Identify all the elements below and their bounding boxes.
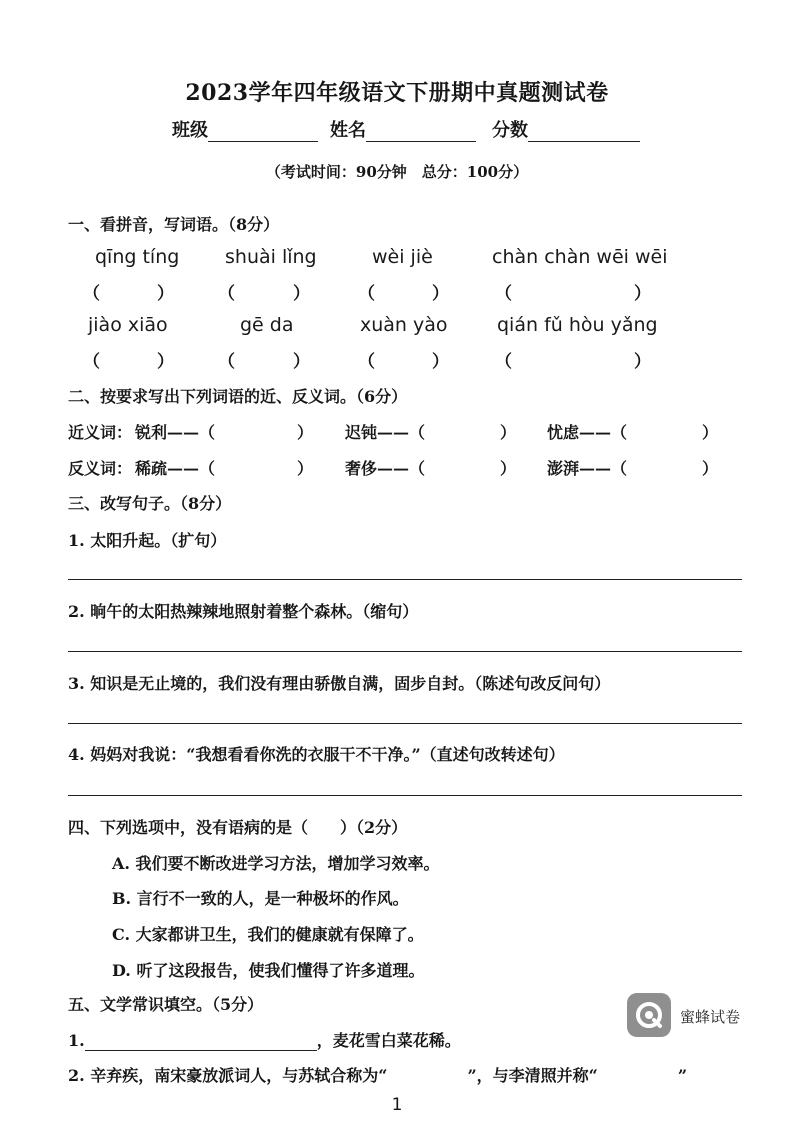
- answer-line-3[interactable]: [68, 723, 742, 724]
- synonym-item[interactable]: 忧虑——（: [547, 423, 628, 442]
- antonym-item[interactable]: 奢侈——（: [345, 459, 426, 478]
- score-blank[interactable]: [528, 123, 640, 142]
- answer-paren-open[interactable]: （: [218, 352, 235, 372]
- answer-paren-open[interactable]: （: [495, 352, 512, 372]
- synonym-item[interactable]: 锐利——（: [135, 423, 216, 442]
- pinyin-item: chàn chàn wēi wēi: [492, 246, 668, 268]
- section4-heading: 四、下列选项中，没有语病的是（ ）（2分）: [68, 818, 408, 837]
- rewrite-question-1: 1. 太阳升起。（扩句）: [68, 531, 227, 550]
- answer-paren-close: ）: [293, 352, 310, 372]
- item-text: ，麦花雪白菜花稀。: [316, 1031, 461, 1050]
- literature-item-1: [68, 1028, 461, 1051]
- bee-logo-icon: [634, 1000, 664, 1030]
- paren-close: ）: [297, 423, 314, 442]
- section5-heading: 五、文学常识填空。（5分）: [68, 995, 264, 1014]
- antonym-label: 反义词：: [68, 459, 133, 478]
- answer-paren-close: ）: [634, 284, 651, 304]
- section3-heading: 三、改写句子。（8分）: [68, 494, 232, 513]
- section2-heading: 二、按要求写出下列词语的近、反义词。（6分）: [68, 387, 408, 406]
- paren-close: ）: [702, 423, 719, 442]
- name-label: 姓名: [330, 120, 366, 141]
- option-b[interactable]: B. 言行不一致的人，是一种极坏的作风。: [112, 889, 409, 908]
- answer-line-4[interactable]: [68, 795, 742, 796]
- score-label: 分数: [492, 120, 528, 141]
- watermark-logo: [627, 993, 671, 1037]
- answer-paren-close: ）: [157, 352, 174, 372]
- synonym-label: 近义词：: [68, 423, 133, 442]
- watermark-text: 蜜蜂试卷: [680, 1008, 741, 1026]
- section1-heading: 一、看拼音，写词语。（8分）: [68, 215, 280, 234]
- answer-paren-open[interactable]: （: [495, 284, 512, 304]
- answer-paren-close: ）: [432, 352, 449, 372]
- answer-line-1[interactable]: [68, 579, 742, 580]
- pinyin-item: shuài lǐng: [225, 246, 317, 268]
- paren-close: ）: [500, 459, 517, 478]
- page-number: 1: [391, 1095, 403, 1115]
- answer-line-2[interactable]: [68, 651, 742, 652]
- option-c[interactable]: C. 大家都讲卫生，我们的健康就有保障了。: [112, 925, 424, 944]
- paren-close: ）: [500, 423, 517, 442]
- answer-paren-close: ）: [432, 284, 449, 304]
- page-title: 2023学年四年级语文下册期中真题测试卷: [185, 80, 609, 106]
- paren-close: ）: [297, 459, 314, 478]
- fill-blank[interactable]: [85, 1034, 317, 1051]
- literature-item-2: 2. 辛弃疾，南宋豪放派词人，与苏轼合称为“ ”，与李清照并称“ ”: [68, 1066, 688, 1085]
- pinyin-item: jiào xiāo: [88, 314, 168, 336]
- item-number: 1.: [68, 1031, 85, 1050]
- antonym-item[interactable]: 稀疏——（: [135, 459, 216, 478]
- answer-paren-close: ）: [634, 352, 651, 372]
- pinyin-item: xuàn yào: [360, 314, 448, 336]
- class-blank[interactable]: [208, 123, 318, 142]
- answer-paren-close: ）: [157, 284, 174, 304]
- pinyin-item: qián fǔ hòu yǎng: [497, 314, 658, 336]
- antonym-item[interactable]: 澎湃——（: [547, 459, 628, 478]
- class-label: 班级: [172, 120, 208, 141]
- exam-note: （考试时间：90分钟 总分：100分）: [265, 163, 529, 181]
- option-a[interactable]: A. 我们要不断改进学习方法，增加学习效率。: [112, 854, 440, 873]
- answer-paren-open[interactable]: （: [358, 352, 375, 372]
- class-field: [172, 116, 318, 142]
- answer-paren-open[interactable]: （: [358, 284, 375, 304]
- paren-close: ）: [702, 459, 719, 478]
- answer-paren-close: ）: [293, 284, 310, 304]
- rewrite-question-2: 2. 晌午的太阳热辣辣地照射着整个森林。（缩句）: [68, 602, 419, 621]
- pinyin-item: qīng tíng: [95, 246, 180, 268]
- rewrite-question-4: 4. 妈妈对我说：“我想看看你洗的衣服干不干净。”（直述句改转述句）: [68, 745, 565, 764]
- name-field: [330, 116, 476, 142]
- pinyin-item: gē da: [240, 314, 294, 336]
- answer-paren-open[interactable]: （: [218, 284, 235, 304]
- score-field: [492, 116, 640, 142]
- answer-paren-open[interactable]: （: [83, 284, 100, 304]
- option-d[interactable]: D. 听了这段报告，使我们懂得了许多道理。: [112, 961, 425, 980]
- rewrite-question-3: 3. 知识是无止境的，我们没有理由骄傲自满，固步自封。（陈述句改反问句）: [68, 674, 611, 693]
- pinyin-item: wèi jiè: [372, 246, 433, 268]
- synonym-item[interactable]: 迟钝——（: [345, 423, 426, 442]
- answer-paren-open[interactable]: （: [83, 352, 100, 372]
- name-blank[interactable]: [366, 123, 476, 142]
